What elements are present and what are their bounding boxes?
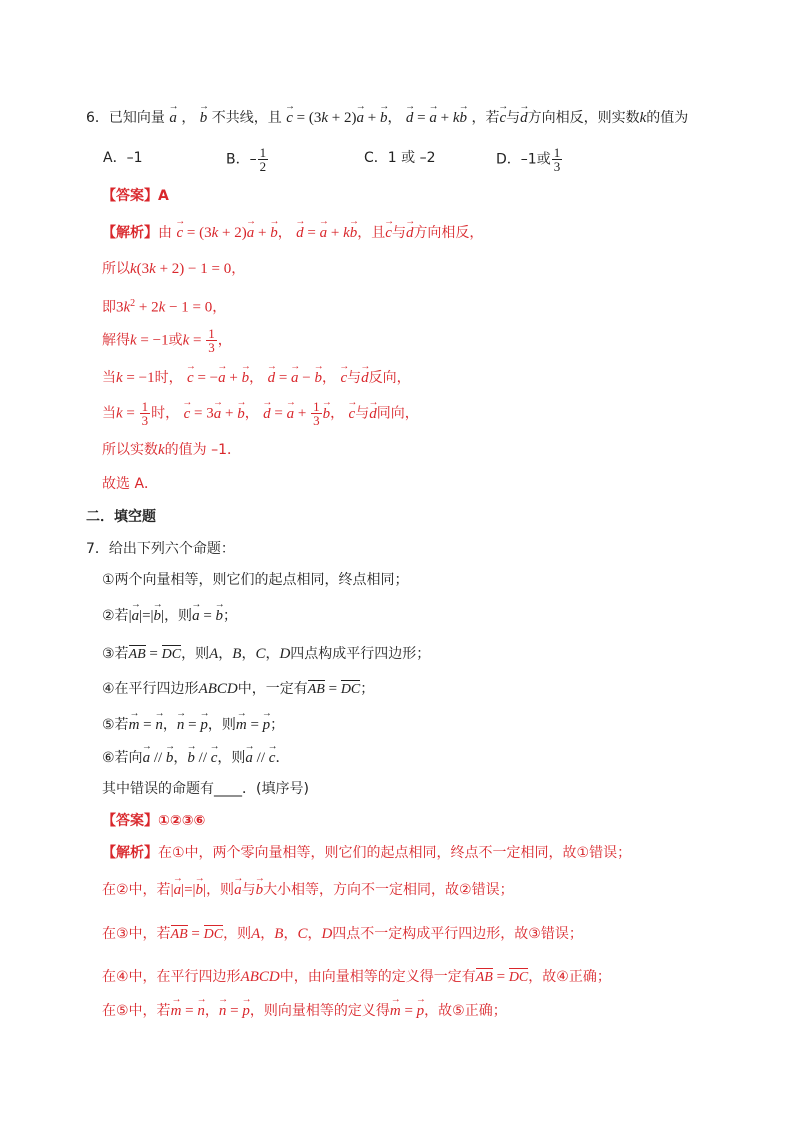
q7-proposition-4: ④在平行四边形ABCD中，一定有AB = DC； (102, 681, 375, 697)
q7-stem: 7．给出下列六个命题： (86, 541, 235, 557)
q7-question: 其中错误的命题有____．(填序号) (102, 781, 309, 797)
vector-b: → b (200, 108, 208, 128)
option-c: C．1 或 –2 (364, 150, 436, 166)
section-title: 二．填空题 (86, 509, 156, 525)
answer-blank: ____ (214, 781, 242, 797)
q7-analysis-4: 在④中，在平行四边形ABCD中，由向量相等的定义得一定有AB = DC，故④正确； (102, 969, 611, 985)
vector-a: → a (169, 108, 177, 128)
q6-stem: 6．已知向量 → a ， → b 不共线，且 → c = (3k + 2)→ a + → b， → d = → a + k→ b ，若→ c与→ d方向相反，则实数k的值为 (86, 108, 688, 128)
q6-case2: 当k = $\frac{1}{3}$ 时， → c = 3→ a + → b， → d = → a + $\frac{1}{3}$ → b， → c与→ d同向， (102, 400, 419, 427)
q7-analysis-2: 在②中，若|→ a|=|→ b|，则→ a与→ b大小相等，方向不一定相同，故②错误； (102, 880, 514, 900)
q7-proposition-6: ⑥若向→ a // → b，→ b // → c，则→ a // → c． (102, 748, 289, 768)
q6-choose: 故选 A． (102, 476, 159, 492)
q6-answer: 【答案】A (102, 188, 169, 204)
q7-analysis-1: 【解析】在①中，两个零向量相等，则它们的起点相同，终点不一定相同，故①错误； (102, 845, 632, 861)
q7-analysis-3: 在③中，若AB = DC，则A，B，C，D四点不一定构成平行四边形，故③错误； (102, 926, 583, 942)
option-b: B．– $\frac{1}{2}$ (226, 145, 267, 174)
option-a: A．–1 (103, 150, 143, 166)
q7-proposition-3: ③若AB = DC，则A，B，C，D四点构成平行四边形； (102, 646, 431, 662)
q7-proposition-2: ②若|→ a|=|→ b|，则→ a = → b； (102, 606, 237, 626)
q6-analysis-line1: 【解析】由 → c = (3k + 2)→ a + → b， → d = → a + k→ b，且→ c与→ d方向相反， (102, 223, 483, 243)
q7-answer: 【答案】①②③⑥ (102, 813, 206, 829)
q7-proposition-5: ⑤若→ m = → n，→ n = → p，则→ m = → p； (102, 715, 284, 735)
q7-analysis-5: 在⑤中，若→ m = → n，→ n = → p，则向量相等的定义得→ m = → p，故⑤正确； (102, 1001, 507, 1021)
option-d: D．–1或 $\frac{1}{3}$ (496, 145, 561, 174)
q7-proposition-1: ①两个向量相等，则它们的起点相同，终点相同； (102, 572, 409, 588)
q6-step3: 解得k = −1或k = $\frac{1}{3}$ ， (102, 326, 232, 355)
q6-conclusion: 所以实数k的值为 –1． (102, 442, 242, 458)
q6-step2: 即$3k^2 + 2k - 1 = 0$， (102, 298, 227, 316)
q6-case1: 当k = −1时， → c = −→ a + → b， → d = → a − → b， → c与→ d反向， (102, 368, 411, 388)
q6-step1: 所以k(3k + 2) − 1 = 0， (102, 261, 246, 277)
